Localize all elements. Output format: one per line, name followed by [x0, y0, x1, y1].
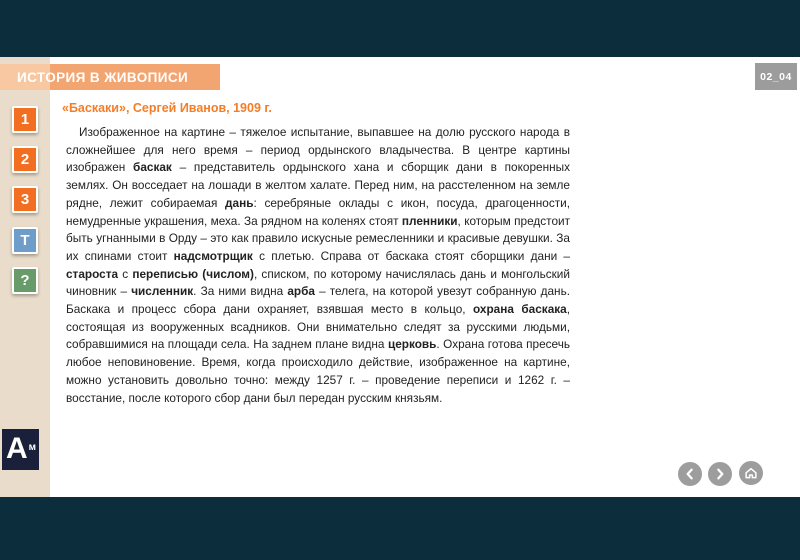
- article-paragraph: Изображенное на картине – тяжелое испытание, выпавшее на долю русского народа в сложнейшее для него время – период ордынского владычества. В центре картины изображен баскак – представитель ордынского хана и сборщик дани в покоренных землях. Он восседает на лошади в желтом халате. Перед ним, на расстеленном на земле рядне, лежит собираемая дань: серебряные оклады с икон, посуда, драгоценности, немудренные украшения, меха. За рядном на коленях стоят пленники, которым предстоит быть угнанными в Орду – это как правило искусные ремесленники и красивые девушки. За их спинами стоит надсмотрщик с плетью. Справа от баскака стоят сборщики дани – староста с переписью (числом), списком, по которому начислялась дань и монгольский чиновник – численник. За ними видна арба – телега, на которой увезут собранную дань. Баскака и процесс сбора дани охраняет, взявшая место в кольцо, охрана баскака, состоящая из вооруженных всадников. Они внимательно следят за русскими людьми, собравшимися на площади села. На заднем плане видна церковь. Охрана готова пресечь любое неповиновение. Время, когда происходило действие, изображенное на картине, можно установить довольно точно: между 1257 г. – проведение переписи и 1262 г. – восстание, после которого сбор дани был передан русским князьям.: [66, 125, 571, 405]
- publisher-logo: [2, 429, 39, 470]
- logo-letter-a: А: [6, 432, 28, 465]
- page-title: ИСТОРИЯ В ЖИВОПИСИ: [17, 69, 189, 85]
- slide-number-badge: 02_04: [755, 63, 797, 90]
- article-title: «Баскаки», Сергей Иванов, 1909 г.: [62, 101, 272, 115]
- back-button[interactable]: [678, 462, 702, 486]
- chevron-right-icon: [712, 466, 728, 482]
- sidebar-button-text[interactable]: Т: [12, 227, 38, 254]
- home-button[interactable]: [739, 461, 763, 485]
- sidebar-button-1[interactable]: 1: [12, 106, 38, 133]
- header-bar: [0, 64, 220, 90]
- logo-letter-m: м: [28, 442, 36, 453]
- sidebar-button-3[interactable]: 3: [12, 186, 38, 213]
- sidebar-button-help[interactable]: ?: [12, 267, 38, 294]
- sidebar-button-2[interactable]: 2: [12, 146, 38, 173]
- forward-button[interactable]: [708, 462, 732, 486]
- chevron-left-icon: [682, 466, 698, 482]
- home-icon: [742, 464, 760, 482]
